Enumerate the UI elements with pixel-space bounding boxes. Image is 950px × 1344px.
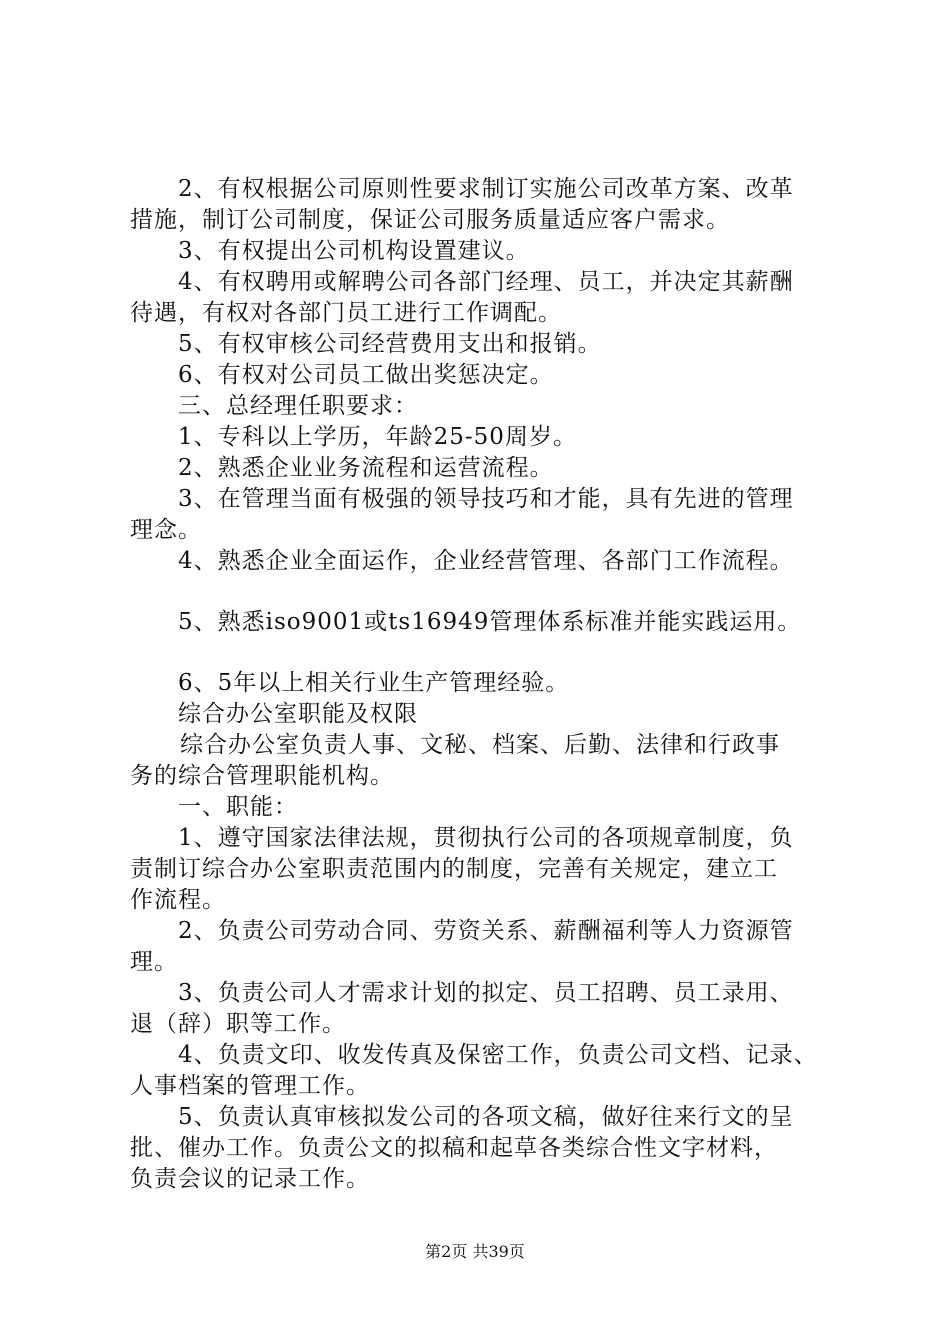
text-line: 负责会议的记录工作。 bbox=[130, 1166, 370, 1192]
document-body bbox=[130, 174, 835, 1195]
page-footer: 第2页 共39页 bbox=[425, 1242, 525, 1261]
text-line: 5、熟悉iso9001或ts16949管理体系标准并能实践运用。 bbox=[178, 609, 802, 635]
section-heading: 一、职能： bbox=[178, 794, 298, 820]
text-line: 4、负责文印、收发传真及保密工作，负责公司文档、记录、 bbox=[178, 1042, 818, 1068]
text-line: 5、有权审核公司经营费用支出和报销。 bbox=[178, 331, 602, 357]
text-line: 3、有权提出公司机构设置建议。 bbox=[178, 238, 530, 264]
text-line: 综合办公室负责人事、文秘、档案、后勤、法律和行政事 bbox=[180, 732, 780, 758]
text-line: 1、专科以上学历，年龄25-50周岁。 bbox=[178, 424, 577, 450]
text-line: 2、熟悉企业业务流程和运营流程。 bbox=[178, 455, 554, 481]
text-line: 3、负责公司人才需求计划的拟定、员工招聘、员工录用、 bbox=[178, 980, 794, 1006]
text-line: 责制订综合办公室职责范围内的制度，完善有关规定，建立工 bbox=[130, 856, 778, 882]
section-heading: 综合办公室职能及权限 bbox=[178, 701, 418, 727]
text-line: 作流程。 bbox=[130, 887, 226, 913]
section-heading: 三、总经理任职要求： bbox=[178, 393, 418, 419]
text-line: 1、遵守国家法律法规，贯彻执行公司的各项规章制度，负 bbox=[178, 825, 794, 851]
text-line: 理。 bbox=[130, 949, 178, 975]
text-line: 6、5年以上相关行业生产管理经验。 bbox=[178, 670, 570, 696]
text-line: 4、有权聘用或解聘公司各部门经理、员工，并决定其薪酬 bbox=[178, 269, 794, 295]
text-line: 人事档案的管理工作。 bbox=[130, 1073, 370, 1099]
text-line: 待遇，有权对各部门员工进行工作调配。 bbox=[130, 300, 562, 326]
text-line: 理念。 bbox=[130, 517, 202, 543]
text-line: 4、熟悉企业全面运作，企业经营管理、各部门工作流程。 bbox=[178, 548, 794, 574]
text-line: 措施，制订公司制度，保证公司服务质量适应客户需求。 bbox=[130, 207, 730, 233]
text-line: 5、负责认真审核拟发公司的各项文稿，做好往来行文的呈 bbox=[178, 1104, 794, 1130]
text-line: 3、在管理当面有极强的领导技巧和才能，具有先进的管理 bbox=[178, 486, 794, 512]
text-line: 批、催办工作。负责公文的拟稿和起草各类综合性文字材料， bbox=[130, 1135, 778, 1161]
text-line: 2、负责公司劳动合同、劳资关系、薪酬福利等人力资源管 bbox=[178, 918, 794, 944]
text-line: 退（辞）职等工作。 bbox=[130, 1011, 346, 1037]
text-line: 务的综合管理职能机构。 bbox=[130, 763, 394, 789]
text-line: 6、有权对公司员工做出奖惩决定。 bbox=[178, 362, 554, 388]
text-line: 2、有权根据公司原则性要求制订实施公司改革方案、改革 bbox=[178, 176, 794, 202]
